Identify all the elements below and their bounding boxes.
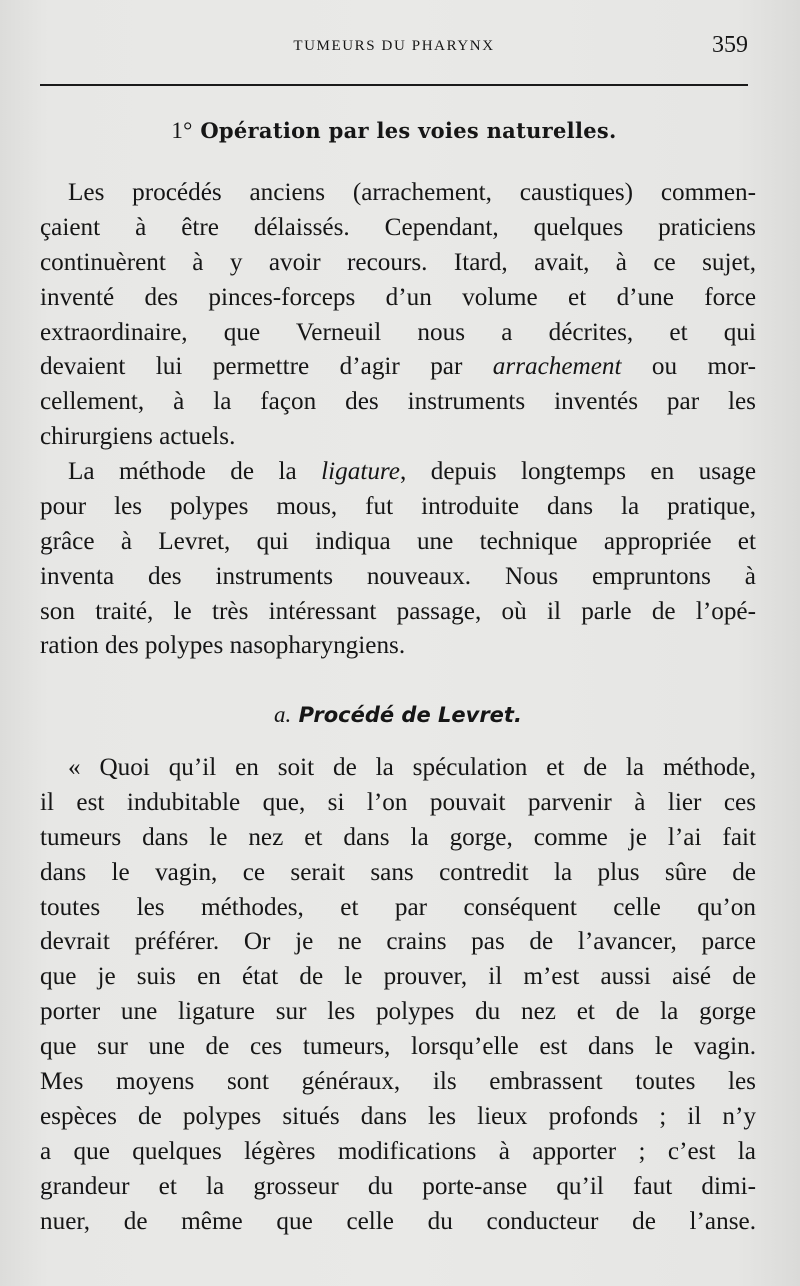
text-line: extraordinaire, que Verneuil nous a décrites, et qui <box>40 318 756 346</box>
text-line: que je suis en état de le prouver, il m’est aussi aisé de <box>40 963 756 991</box>
header-rule <box>40 84 748 86</box>
text-line <box>40 350 756 385</box>
text-line: dans le vagin, ce serait sans contredit la plus sûre de <box>40 858 756 886</box>
text-line: pour les polypes mous, fut introduite dans la pratique, <box>40 492 756 520</box>
text-line: çaient à être délaissés. Cependant, quelques praticiens <box>40 213 756 241</box>
section-title: Opération par les voies naturelles. <box>200 118 617 143</box>
text-line: que sur une de ces tumeurs, lorsqu’elle est dans le vagin. <box>40 1033 756 1061</box>
text-line: Mes moyens sont généraux, ils embrassent toutes les <box>40 1068 756 1096</box>
text-line: inventé des pinces-forceps d’un volume et d’une force <box>40 283 756 311</box>
text-line: tumeurs dans le nez et dans la gorge, comme je l’ai fait <box>40 823 756 851</box>
paragraph-1 <box>40 176 756 455</box>
text-line: il est indubitable que, si l’on pouvait parvenir à lier ces <box>40 788 756 816</box>
text-line: grandeur et la grosseur du porte-anse qu’il faut dimi- <box>40 1172 756 1200</box>
text-line: son traité, le très intéressant passage, où il parle de l’opé- <box>40 597 756 625</box>
text-run: devaient lui permettre d’agir par <box>40 353 493 381</box>
running-header <box>40 32 748 60</box>
text-line: cellement, à la façon des instruments inventés par les <box>40 388 756 416</box>
text-line: ration des polypes nasopharyngiens. <box>40 632 406 660</box>
subsection-title: Procédé de Levret. <box>298 703 522 727</box>
italic-term: arrachement <box>492 353 622 381</box>
subsection-heading <box>40 702 756 728</box>
quotation <box>40 751 756 1239</box>
text-line: nuer, de même que celle du conducteur de l’anse. <box>40 1207 756 1235</box>
text-run: ou mor- <box>621 353 756 381</box>
italic-term: ligature <box>321 458 400 485</box>
paragraph-2 <box>40 455 756 664</box>
text-line: toutes les méthodes, et par conséquent celle qu’on <box>40 893 756 921</box>
text-line: grâce à Levret, qui indiqua une technique appropriée et <box>40 527 756 555</box>
text-line: chirurgiens actuels. <box>40 423 236 451</box>
text-run: , depuis longtemps en usage <box>399 458 757 485</box>
text-line: continuèrent à y avoir recours. Itard, avait, à ce sujet, <box>40 248 756 276</box>
section-number: 1° <box>171 118 193 143</box>
text-line: espèces de polypes situés dans les lieux profonds ; il n’y <box>40 1102 756 1130</box>
text-line: devrait préférer. Or je ne crains pas de l’avancer, parce <box>40 928 756 956</box>
running-title: TUMEURS DU PHARYNX <box>293 38 495 54</box>
text-run: La méthode de la <box>68 458 322 485</box>
text-line: inventa des instruments nouveaux. Nous empruntons à <box>40 562 756 590</box>
text-line <box>40 455 756 490</box>
section-heading <box>40 118 748 144</box>
text-line: « Quoi qu’il en soit de la spéculation et de la méthode, <box>68 754 756 781</box>
subsection-letter: a. <box>274 702 292 727</box>
text-line: porter une ligature sur les polypes du nez et de la gorge <box>40 998 756 1026</box>
page-number: 359 <box>712 32 748 58</box>
text-line: a que quelques légères modifications à apporter ; c’est la <box>40 1137 756 1165</box>
text-line: Les procédés anciens (arrachement, caustiques) commen- <box>68 179 756 206</box>
